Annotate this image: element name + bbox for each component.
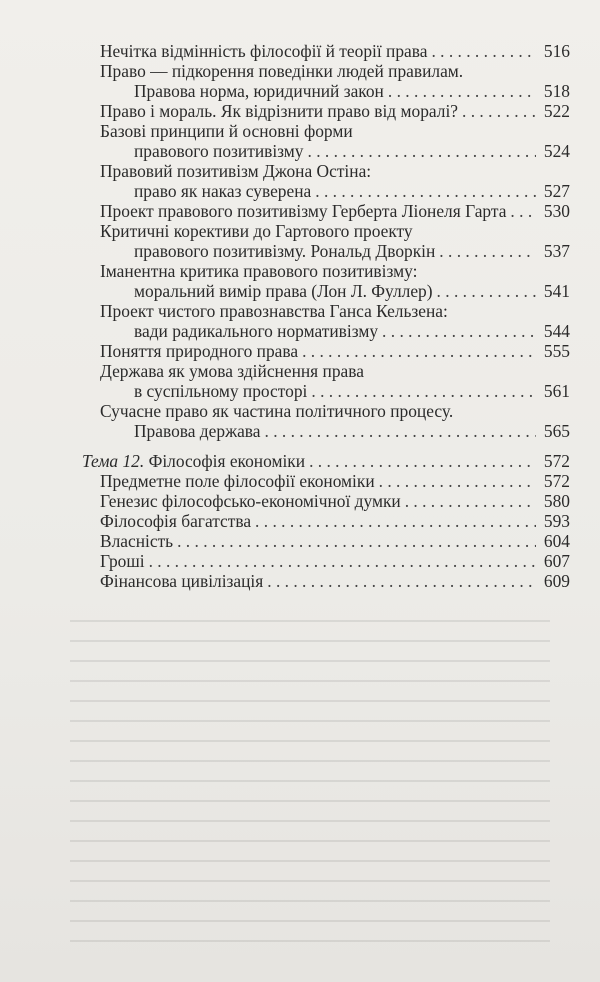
entry-title: Держава як умова здійснення права [100,361,364,381]
entry-title: Правовий позитивізм Джона Остіна: [100,161,372,181]
page-number: 518 [543,81,570,101]
entry-title: Фінансова цивілізація [100,571,264,591]
page-number: 524 [543,141,570,161]
page-number: 530 [543,201,570,221]
dot-leader [439,241,536,261]
entry-title: Правова держава [134,421,261,441]
entry-title: Право — підкорення поведінки людей правилам. [100,61,464,81]
toc-entry [82,141,570,161]
entry-title: Предметне поле філософії економіки [100,471,375,491]
entry-title: Гроші [100,551,145,571]
entry-title: правового позитивізму [134,141,304,161]
chapter-title: Філософія економіки [148,451,306,471]
dot-leader [462,101,536,121]
page-number: 522 [543,101,570,121]
dot-leader [437,281,536,301]
entry-title: Нечітка відмінність філософії й теорії права [100,41,428,61]
entry-title: Правова норма, юридичний закон [134,81,384,101]
toc-entry [82,321,570,341]
dot-leader [382,321,536,341]
entry-title: Проект чистого правознавства Ганса Кельзена: [100,301,448,321]
entry-title: вади радикального нормативізму [134,321,379,341]
bleed-through-text [70,620,550,950]
entry-title: Сучасне право як частина політичного процесу. [100,401,454,421]
page-number: 593 [543,511,570,531]
entry-title: Філософія багатства [100,511,252,531]
toc-chapter-heading [82,451,570,471]
page-number: 580 [543,491,570,511]
entry-title: Право і мораль. Як відрізнити право від моралі? [100,101,459,121]
entry-title: Власність [100,531,174,551]
toc-entry [82,181,570,201]
page-number: 572 [543,451,570,471]
dot-leader [311,381,536,401]
dot-leader [265,421,536,441]
page-number: 609 [543,571,570,591]
entry-title: в суспільному просторі [134,381,308,401]
toc-entry [82,361,570,381]
dot-leader [302,341,536,361]
dot-leader [405,491,536,511]
toc-entry [82,161,570,181]
page-number: 527 [543,181,570,201]
entry-title: Поняття природного права [100,341,299,361]
chapter-prefix: Тема 12. [82,451,145,471]
toc-entry [82,41,570,61]
toc-entry [82,261,570,281]
entry-title: Генезис філософсько-економічної думки [100,491,401,511]
toc-entry [82,241,570,261]
toc-entry [82,121,570,141]
toc-entry [82,101,570,121]
dot-leader [149,551,536,571]
page-number: 604 [543,531,570,551]
dot-leader [308,141,537,161]
toc-entry [82,61,570,81]
page-number: 555 [543,341,570,361]
entry-title: моральний вимір права (Лон Л. Фуллер) [134,281,433,301]
page-number: 541 [543,281,570,301]
dot-leader [255,511,536,531]
toc-entry [82,381,570,401]
dot-leader [431,41,536,61]
toc-entry [82,471,570,491]
dot-leader [267,571,536,591]
dot-leader [510,201,536,221]
toc-entry [82,341,570,361]
entry-title: право як наказ суверена [134,181,312,201]
page-number: 537 [543,241,570,261]
toc-entry [82,511,570,531]
toc-entry [82,301,570,321]
dot-leader [315,181,536,201]
dot-leader [309,451,536,471]
page-number: 561 [543,381,570,401]
table-of-contents [82,41,570,591]
page-number: 544 [543,321,570,341]
entry-title: правового позитивізму. Рональд Дворкін [134,241,436,261]
toc-entry [82,551,570,571]
page-number: 607 [543,551,570,571]
entry-title: Базові принципи й основні форми [100,121,353,141]
toc-entry [82,401,570,421]
dot-leader [379,471,536,491]
dot-leader [177,531,536,551]
toc-entry [82,81,570,101]
entry-title: Проект правового позитивізму Герберта Ліонеля Гарта [100,201,507,221]
page-number: 572 [543,471,570,491]
toc-entry [82,491,570,511]
toc-entry [82,531,570,551]
page-number: 565 [543,421,570,441]
toc-entry [82,571,570,591]
toc-entry [82,421,570,441]
toc-entry [82,221,570,241]
dot-leader [388,81,536,101]
entry-title: Іманентна критика правового позитивізму: [100,261,418,281]
toc-entry [82,201,570,221]
page-number: 516 [543,41,570,61]
entry-title: Критичні корективи до Гартового проекту [100,221,413,241]
toc-entry [82,281,570,301]
